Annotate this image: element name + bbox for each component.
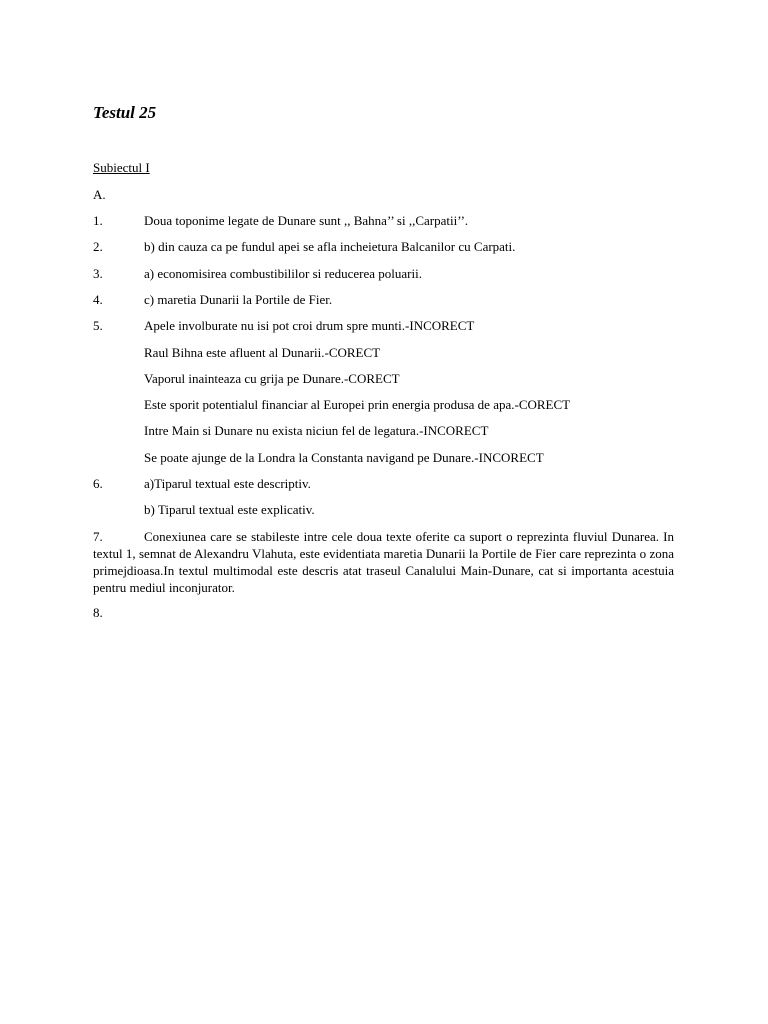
item-text: a)Tiparul textual este descriptiv. [144, 476, 311, 491]
document-title: Testul 25 [93, 103, 157, 122]
item-5-statement-6: Se poate ajunge de la Londra la Constanta navigand pe Dunare.-INCORECT [144, 450, 544, 465]
item-6-continuation: b) Tiparul textual este explicativ. [144, 502, 315, 517]
item-number: 3. [93, 266, 103, 281]
list-item-3 [93, 265, 422, 283]
item-number: 8. [93, 605, 103, 620]
list-item-5 [93, 317, 474, 335]
list-item-1 [93, 212, 468, 230]
item-5-statement-4: Este sporit potentialul financiar al Europei prin energia produsa de apa.-CORECT [144, 397, 571, 412]
list-item-7 [93, 528, 674, 596]
item-text: Apele involburate nu isi pot croi drum spre munti.-INCORECT [144, 318, 475, 333]
item-text: Conexiunea care se stabileste intre cele doua texte oferite ca suport o reprezinta fluviul Dunarea. In textul 1, semnat de Alexandru Vlahuta, este evidentiata maretia Dunarii la Portile de Fier care reprezinta o zona primejdioasa.In textul multimodal este descris atat traseul Canalului Main-Dunare, cat si importanta acestuia pentru mediul inconjurator. [93, 529, 674, 595]
list-item-2 [93, 238, 515, 256]
item-text: c) maretia Dunarii la Portile de Fier. [144, 292, 333, 307]
item-number: 4. [93, 292, 103, 307]
item-5-statement-2: Raul Bihna este afluent al Dunarii.-CORECT [144, 345, 381, 360]
item-text: a) economisirea combustibililor si reducerea poluarii. [144, 266, 422, 281]
item-5-statement-5: Intre Main si Dunare nu exista niciun fel de legatura.-INCORECT [144, 423, 489, 438]
item-text: b) din cauza ca pe fundul apei se afla incheietura Balcanilor cu Carpati. [144, 239, 516, 254]
item-5-statement-3: Vaporul inainteaza cu grija pe Dunare.-CORECT [144, 371, 400, 386]
item-number: 2. [93, 239, 103, 254]
item-number: 6. [93, 476, 103, 491]
item-text: Doua toponime legate de Dunare sunt ,, Bahna’’ si ,,Carpatii’’. [144, 213, 469, 228]
section-heading: Subiectul I [93, 160, 150, 175]
subsection-heading: A. [93, 187, 106, 202]
item-number: 7. [93, 529, 103, 544]
list-item-8 [93, 604, 144, 622]
item-number: 5. [93, 318, 103, 333]
list-item-6 [93, 475, 311, 493]
item-number: 1. [93, 213, 103, 228]
list-item-4 [93, 291, 332, 309]
